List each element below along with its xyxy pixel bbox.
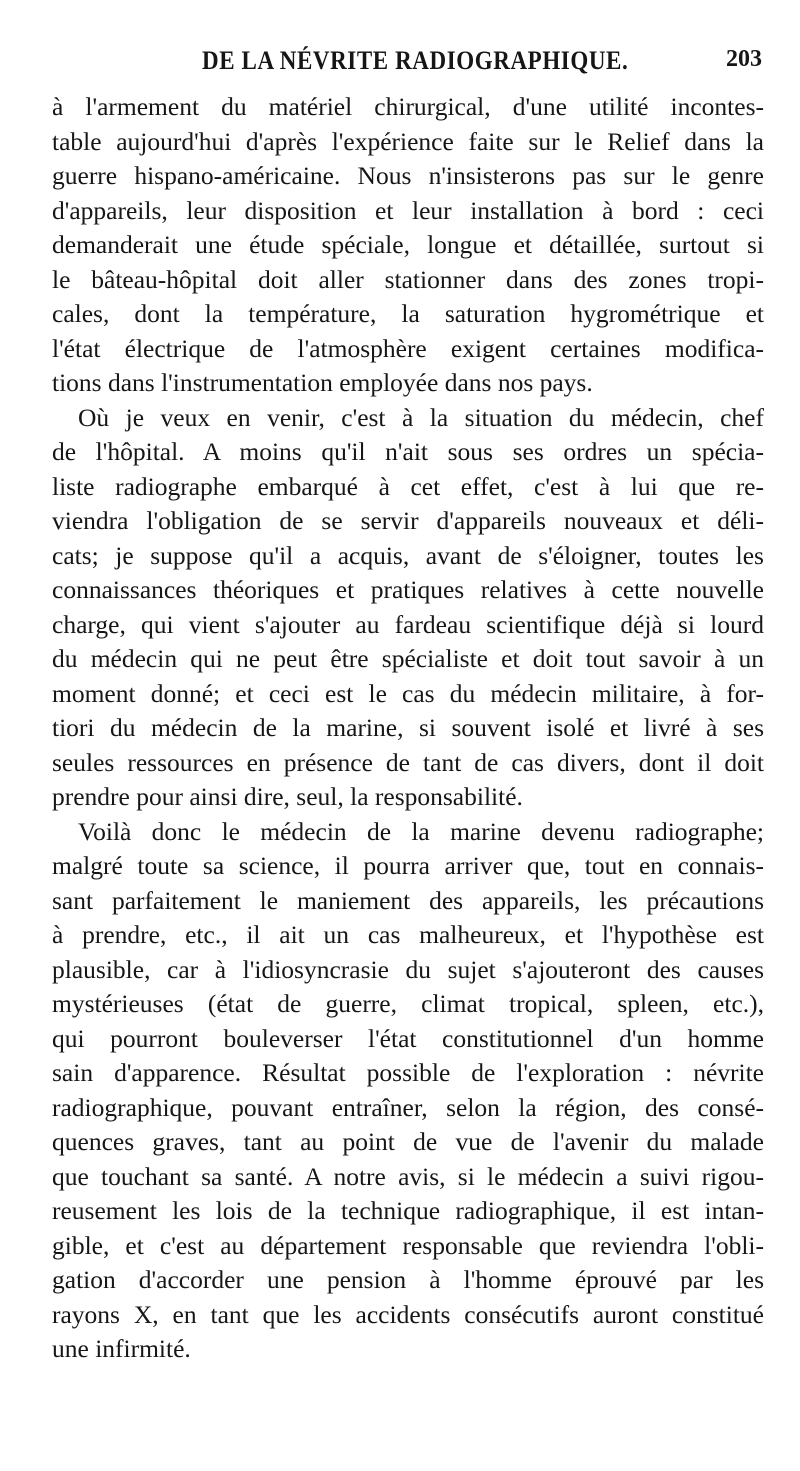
text-line: le bâteau-hôpital doit aller stationner dans des zones tropi- (52, 264, 764, 294)
text-line: viendra l'obligation de se servir d'appareils nouveaux et déli- (52, 506, 764, 535)
text-line: radiographique, pouvant entraîner, selon la région, des consé- (52, 1092, 764, 1122)
text-line: reusement les lois de la technique radiographique, il est intan- (52, 1196, 764, 1225)
text-line: une infirmité. (52, 1334, 191, 1363)
text-line: cats; je suppose qu'il a acquis, avant de s'éloigner, toutes les (52, 540, 764, 570)
text-line: malgré toute sa science, il pourra arriver que, tout en connais- (52, 851, 764, 880)
text-line: Où je veux en venir, c'est à la situation du médecin, chef (78, 402, 764, 432)
text-line: prendre pour ainsi dire, seul, la responsabilité. (52, 782, 523, 811)
text-line: mystérieuses (état de guerre, climat tropical, spleen, etc.), (52, 989, 764, 1018)
text-line: gation d'accorder une pension à l'homme éprouvé par les (52, 1265, 764, 1294)
text-line: rayons X, en tant que les accidents consécutifs auront constitué (52, 1299, 764, 1329)
text-line: de l'hôpital. A moins qu'il n'ait sous ses ordres un spécia- (52, 437, 764, 466)
text-line: sain d'apparence. Résultat possible de l'exploration : névrite (52, 1058, 764, 1087)
text-line: qui pourront bouleverser l'état constitutionnel d'un homme (52, 1023, 764, 1053)
text-line: à l'armement du matériel chirurgical, d'une utilité incontes- (52, 92, 764, 121)
text-line: moment donné; et ceci est le cas du médecin militaire, à for- (52, 678, 764, 708)
text-line: gible, et c'est au département responsable que reviendra l'obli- (52, 1230, 764, 1260)
text-line: sant parfaitement le maniement des appareils, les précautions (52, 885, 764, 915)
text-line: à prendre, etc., il ait un cas malheureux, et l'hypothèse est (52, 920, 764, 949)
body-text (52, 90, 764, 1367)
text-line: table aujourd'hui d'après l'expérience faite sur le Relief dans la (52, 126, 764, 156)
text-line: charge, qui vient s'ajouter au fardeau scientifique déjà si lourd (52, 609, 764, 639)
text-line: tiori du médecin de la marine, si souvent isolé et livré à ses (52, 713, 764, 742)
text-line: d'appareils, leur disposition et leur installation à bord : ceci (52, 195, 764, 225)
text-line: quences graves, tant au point de vue de l'avenir du malade (52, 1127, 764, 1156)
text-line: connaissances théoriques et pratiques relatives à cette nouvelle (52, 575, 764, 604)
page-number: 203 (726, 46, 762, 72)
running-title: DE LA NÉVRITE RADIOGRAPHIQUE. (202, 46, 629, 75)
text-line: l'état électrique de l'atmosphère exigent certaines modifica- (52, 333, 764, 363)
text-line: du médecin qui ne peut être spécialiste et doit tout savoir à un (52, 644, 764, 673)
text-line: seules ressources en présence de tant de cas divers, dont il doit (52, 747, 764, 777)
text-line: guerre hispano-américaine. Nous n'insisterons pas sur le genre (52, 161, 764, 190)
text-line: demanderait une étude spéciale, longue et détaillée, surtout si (52, 230, 764, 259)
text-line: liste radiographe embarqué à cet effet, c'est à lui que re- (52, 471, 764, 501)
text-line: cales, dont la température, la saturation hygrométrique et (52, 299, 764, 328)
text-line: que touchant sa santé. A notre avis, si le médecin a suivi rigou- (52, 1161, 764, 1191)
text-line: tions dans l'instrumentation employée dans nos pays. (52, 368, 593, 397)
running-head (52, 42, 764, 82)
text-line: Voilà donc le médecin de la marine devenu radiographe; (78, 816, 764, 846)
text-line: plausible, car à l'idiosyncrasie du sujet s'ajouteront des causes (52, 954, 764, 984)
